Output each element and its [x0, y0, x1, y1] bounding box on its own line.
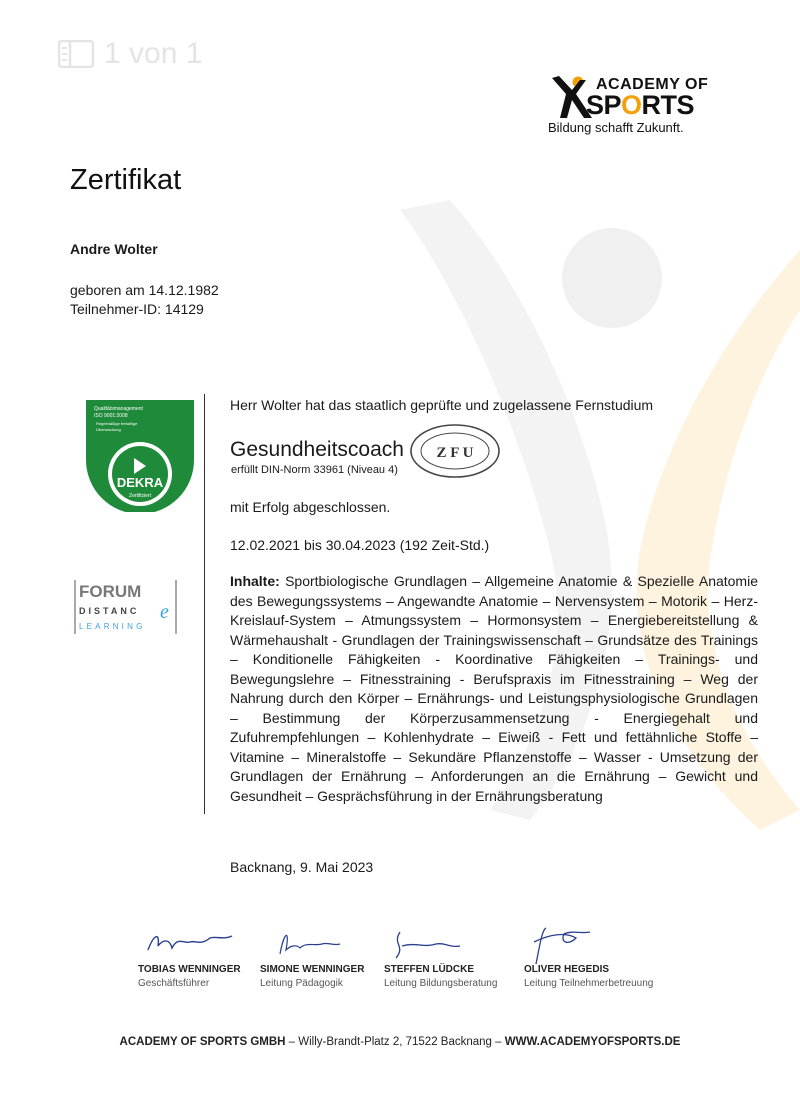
divider-line — [204, 394, 205, 814]
signatory-name: STEFFEN LÜDCKE — [384, 964, 474, 975]
forum-distance-learning-logo — [74, 578, 184, 636]
participant-id: Teilnehmer-ID: 14129 — [70, 301, 204, 317]
course-name: Gesundheitscoach — [230, 438, 404, 461]
footer-website: WWW.ACADEMYOFSPORTS.DE — [504, 1036, 681, 1048]
signatory-role: Leitung Pädagogik — [260, 978, 343, 989]
academy-of-sports-logo — [540, 70, 710, 140]
signature-icon — [506, 924, 636, 968]
svg-text:LEARNING: LEARNING — [79, 622, 146, 631]
din-norm: erfüllt DIN-Norm 33961 (Niveau 4) — [231, 464, 398, 476]
place-date: Backnang, 9. Mai 2023 — [230, 859, 374, 875]
page-indicator — [58, 34, 202, 74]
signatory-role: Geschäftsführer — [138, 978, 210, 989]
svg-text:Z F U: Z F U — [436, 445, 474, 461]
svg-text:DISTANC: DISTANC — [79, 606, 140, 616]
certificate-intro: Herr Wolter hat das staatlich geprüfte und zugelassene Fernstudium — [230, 397, 654, 413]
logo-tagline: Bildung schafft Zukunft. — [548, 120, 684, 135]
signature-icon — [120, 924, 250, 964]
svg-text:DEKRA: DEKRA — [116, 475, 164, 490]
svg-text:Zertifiziert: Zertifiziert — [129, 493, 151, 499]
signatory — [242, 924, 372, 994]
signatory — [366, 924, 496, 994]
study-period: 12.02.2021 bis 30.04.2023 (192 Zeit-Std.) — [230, 537, 490, 553]
page-view-icon — [58, 40, 94, 68]
page-indicator-text: 1 von 1 — [104, 37, 203, 70]
signature-icon — [366, 924, 496, 964]
footer — [0, 1036, 800, 1048]
logo-line-2: SPORTS — [586, 90, 695, 120]
contents-text: Sportbiologische Grundlagen – Allgemeine Anatomie & Spezielle Anatomie des Bewegungssystems – Angewandte Anatomie – Nervensystem – Motorik – Herz-Kreislauf-System – Atmungssystem – Hormonsystem – Energiebereitstellung & Wärmehaushalt - Grundlagen der Trainingswissenschaft – Grundsätze des Trainings – Konditionelle Fähigkeiten - Koordinative Fähigkeiten – Trainings- und Bewegungslehre – Fitnesstraining - Berufspraxis im Fitnesstraining – Weg der Nahrung durch den Körper – Ernährungs- und Leistungsphysiologische Grundlagen – Bestimmung der Körperzusammensetzung - Energiegehalt und Zufuhrempfehlungen – Kohlenhydrate – Eiweiß - Fett und fettähnliche Stoffe – Vitamine – Mineralstoffe – Sekundäre Pflanzenstoffe – Wasser - Umsetzung der Grundlagen der Ernährung – Anforderungen an die Ernährung – Gewicht und Gesundheit – Gesprächsführung in der Ernährungsberatung — [230, 573, 758, 804]
signatory — [506, 924, 654, 994]
completion-note: mit Erfolg abgeschlossen. — [230, 499, 391, 515]
logo-line-1: ACADEMY OF — [596, 76, 709, 93]
document-title: Zertifikat — [70, 164, 182, 196]
footer-address: – Willy-Brandt-Platz 2, 71522 Backnang – — [285, 1036, 505, 1048]
svg-text:Regelmäßige freiwillige: Regelmäßige freiwillige — [96, 421, 138, 426]
signatory-name: OLIVER HEGEDIS — [524, 964, 610, 975]
dekra-certification-badge — [86, 400, 194, 512]
svg-text:ISO 9001:2008: ISO 9001:2008 — [94, 413, 128, 419]
signatory-role: Leitung Bildungsberatung — [384, 978, 498, 989]
signatory-name: TOBIAS WENNINGER — [138, 964, 241, 975]
zfu-seal-icon — [409, 423, 501, 479]
signatory-role: Leitung Teilnehmerbetreuung — [524, 978, 654, 989]
svg-text:e: e — [160, 601, 169, 623]
signatory — [120, 924, 250, 994]
svg-text:FORUM: FORUM — [79, 582, 142, 601]
signature-icon — [242, 924, 372, 964]
signatory-name: SIMONE WENNINGER — [260, 964, 365, 975]
svg-text:Überwachung: Überwachung — [96, 427, 121, 432]
course-contents — [230, 572, 758, 806]
contents-label: Inhalte: — [230, 573, 280, 589]
signature-block — [120, 924, 680, 994]
participant-name: Andre Wolter — [70, 241, 158, 257]
footer-company: ACADEMY OF SPORTS GMBH — [119, 1036, 286, 1048]
svg-text:Qualitätsmanagement: Qualitätsmanagement — [94, 406, 143, 412]
birth-date: geboren am 14.12.1982 — [70, 282, 219, 298]
